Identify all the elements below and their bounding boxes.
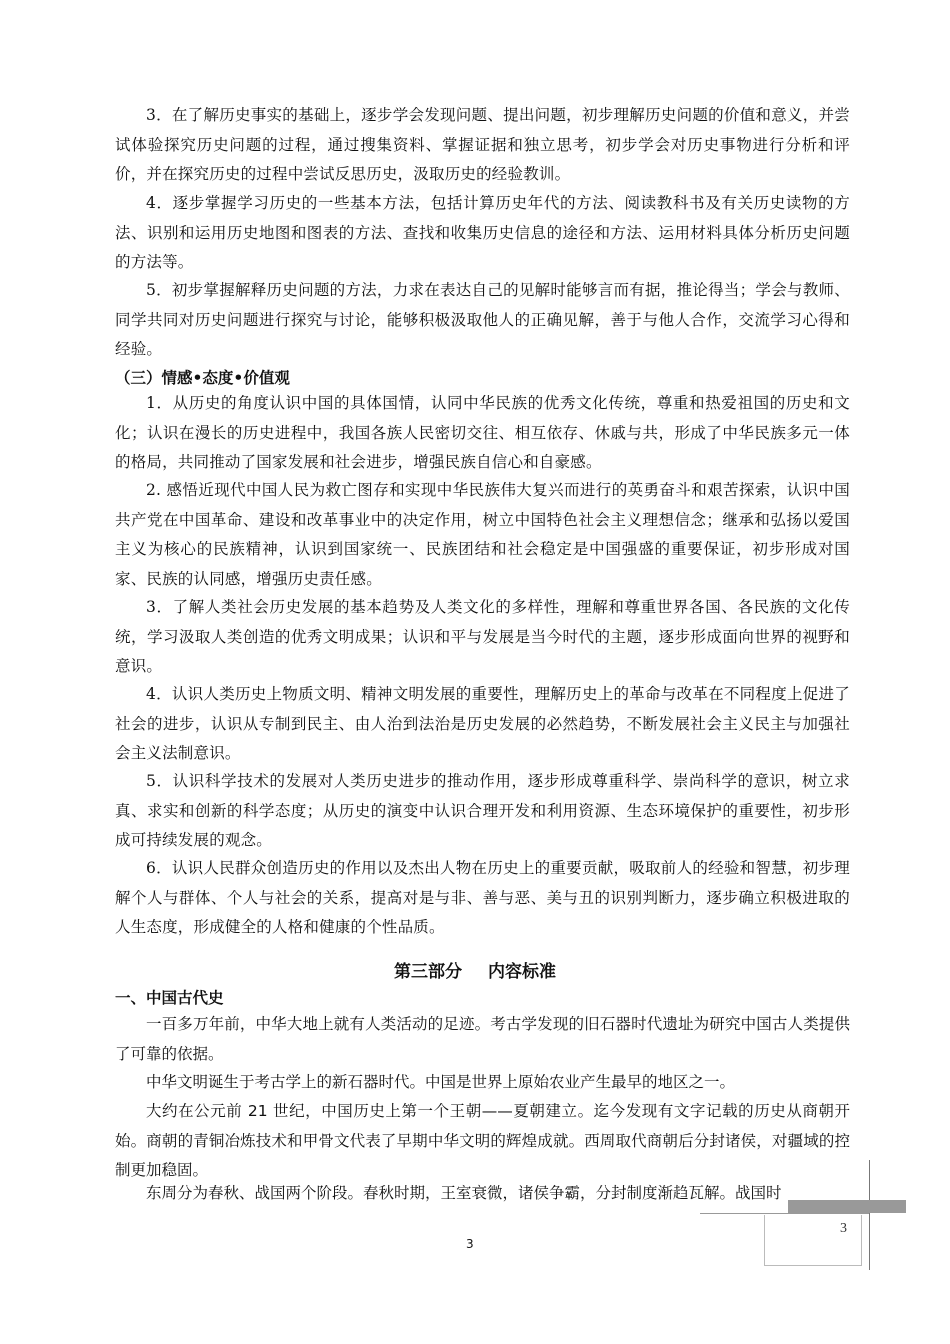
paragraph-value-3: 3．了解人类社会历史发展的基本趋势及人类文化的多样性，理解和尊重世界各国、各民族的文化传统，学习汲取人类创造的优秀文明成果；认识和平与发展是当今时代的主题，逐步形成面向世界的视野和意识。 [115,598,850,675]
paragraph-value-1: 1．从历史的角度认识中国的具体国情，认同中华民族的优秀文化传统，尊重和热爱祖国的历史和文化；认识在漫长的历史进程中，我国各族人民密切交往、相互依存、休戚与共，形成了中华民族多元一体的格局，共同推动了国家发展和社会进步，增强民族自信心和自豪感。 [115,394,850,471]
part-title-right: 内容标准 [487,962,556,982]
chapter-heading-ancient-china: 一、中国古代史 [115,989,224,1007]
paragraph-value-6: 6．认识人民群众创造历史的作用以及杰出人物在历史上的重要贡献，吸取前人的经验和智慧，初步理解个人与群体、个人与社会的关系，提高对是与非、善与恶、美与丑的识别判断力，逐步确立积极进取的人生态度，形成健全的人格和健康的个性品质。 [115,859,850,936]
paragraph-ancient-2: 中华文明诞生于考古学上的新石器时代。中国是世界上原始农业产生最早的地区之一。 [146,1073,736,1091]
corner-vertical-line [869,1160,870,1270]
section-heading-emotion-attitude-values: （三）情感•态度•价值观 [115,369,290,387]
paragraph-value-5: 5．认识科学技术的发展对人类历史进步的推动作用，逐步形成尊重科学、崇尚科学的意识，树立求真、求实和创新的科学态度；从历史的演变中认识合理开发和利用资源、生态环境保护的重要性，初步形成可持续发展的观念。 [115,772,850,849]
paragraph-ancient-4: 东周分为春秋、战国两个阶段。春秋时期，王室衰微，诸侯争霸，分封制度渐趋瓦解。战国时 [146,1184,782,1202]
corner-page-number: 3 [840,1221,847,1236]
paragraph-value-4: 4．认识人类历史上物质文明、精神文明发展的重要性，理解历史上的革命与改革在不同程度上促进了社会的进步，认识从专制到民主、由人治到法治是历史发展的必然趋势，不断发展社会主义民主与加强社会主义法制意识。 [115,685,850,762]
paragraph-goal-5: 5．初步掌握解释历史问题的方法，力求在表达自己的见解时能够言而有据，推论得当；学会与教师、同学共同对历史问题进行探究与讨论，能够积极汲取他人的正确见解，善于与他人合作，交流学习心得和经验。 [115,281,850,358]
footer-rule [700,1213,870,1214]
corner-gray-block [788,1200,906,1213]
corner-page-box [764,1215,862,1266]
paragraph-goal-4: 4．逐步掌握学习历史的一些基本方法，包括计算历史年代的方法、阅读教科书及有关历史读物的方法、识别和运用历史地图和图表的方法、查找和收集历史信息的途径和方法、运用材料具体分析历史问题的方法等。 [115,194,850,271]
paragraph-ancient-3: 大约在公元前 21 世纪，中国历史上第一个王朝——夏朝建立。迄今发现有文字记载的历史从商朝开始。商朝的青铜冶炼技术和甲骨文代表了早期中华文明的辉煌成就。西周取代商朝后分封诸侯，对疆域的控制更加稳固。 [115,1102,850,1179]
page-number: 3 [466,1237,474,1251]
part-title [0,957,950,982]
part-title-left: 第三部分 [394,962,463,982]
paragraph-ancient-1: 一百多万年前，中华大地上就有人类活动的足迹。考古学发现的旧石器时代遗址为研究中国古人类提供了可靠的依据。 [115,1015,850,1063]
paragraph-value-2: 2. 感悟近现代中国人民为救亡图存和实现中华民族伟大复兴而进行的英勇奋斗和艰苦探索，认识中国共产党在中国革命、建设和改革事业中的决定作用，树立中国特色社会主义理想信念；继承和弘扬以爱国主义为核心的民族精神，认识到国家统一、民族团结和社会稳定是中国强盛的重要保证，初步形成对国家、民族的认同感，增强历史责任感。 [115,481,850,588]
paragraph-goal-3: 3．在了解历史事实的基础上，逐步学会发现问题、提出问题，初步理解历史问题的价值和意义，并尝试体验探究历史问题的过程，通过搜集资料、掌握证据和独立思考，初步学会对历史事物进行分析和评价，并在探究历史的过程中尝试反思历史，汲取历史的经验教训。 [115,106,850,183]
